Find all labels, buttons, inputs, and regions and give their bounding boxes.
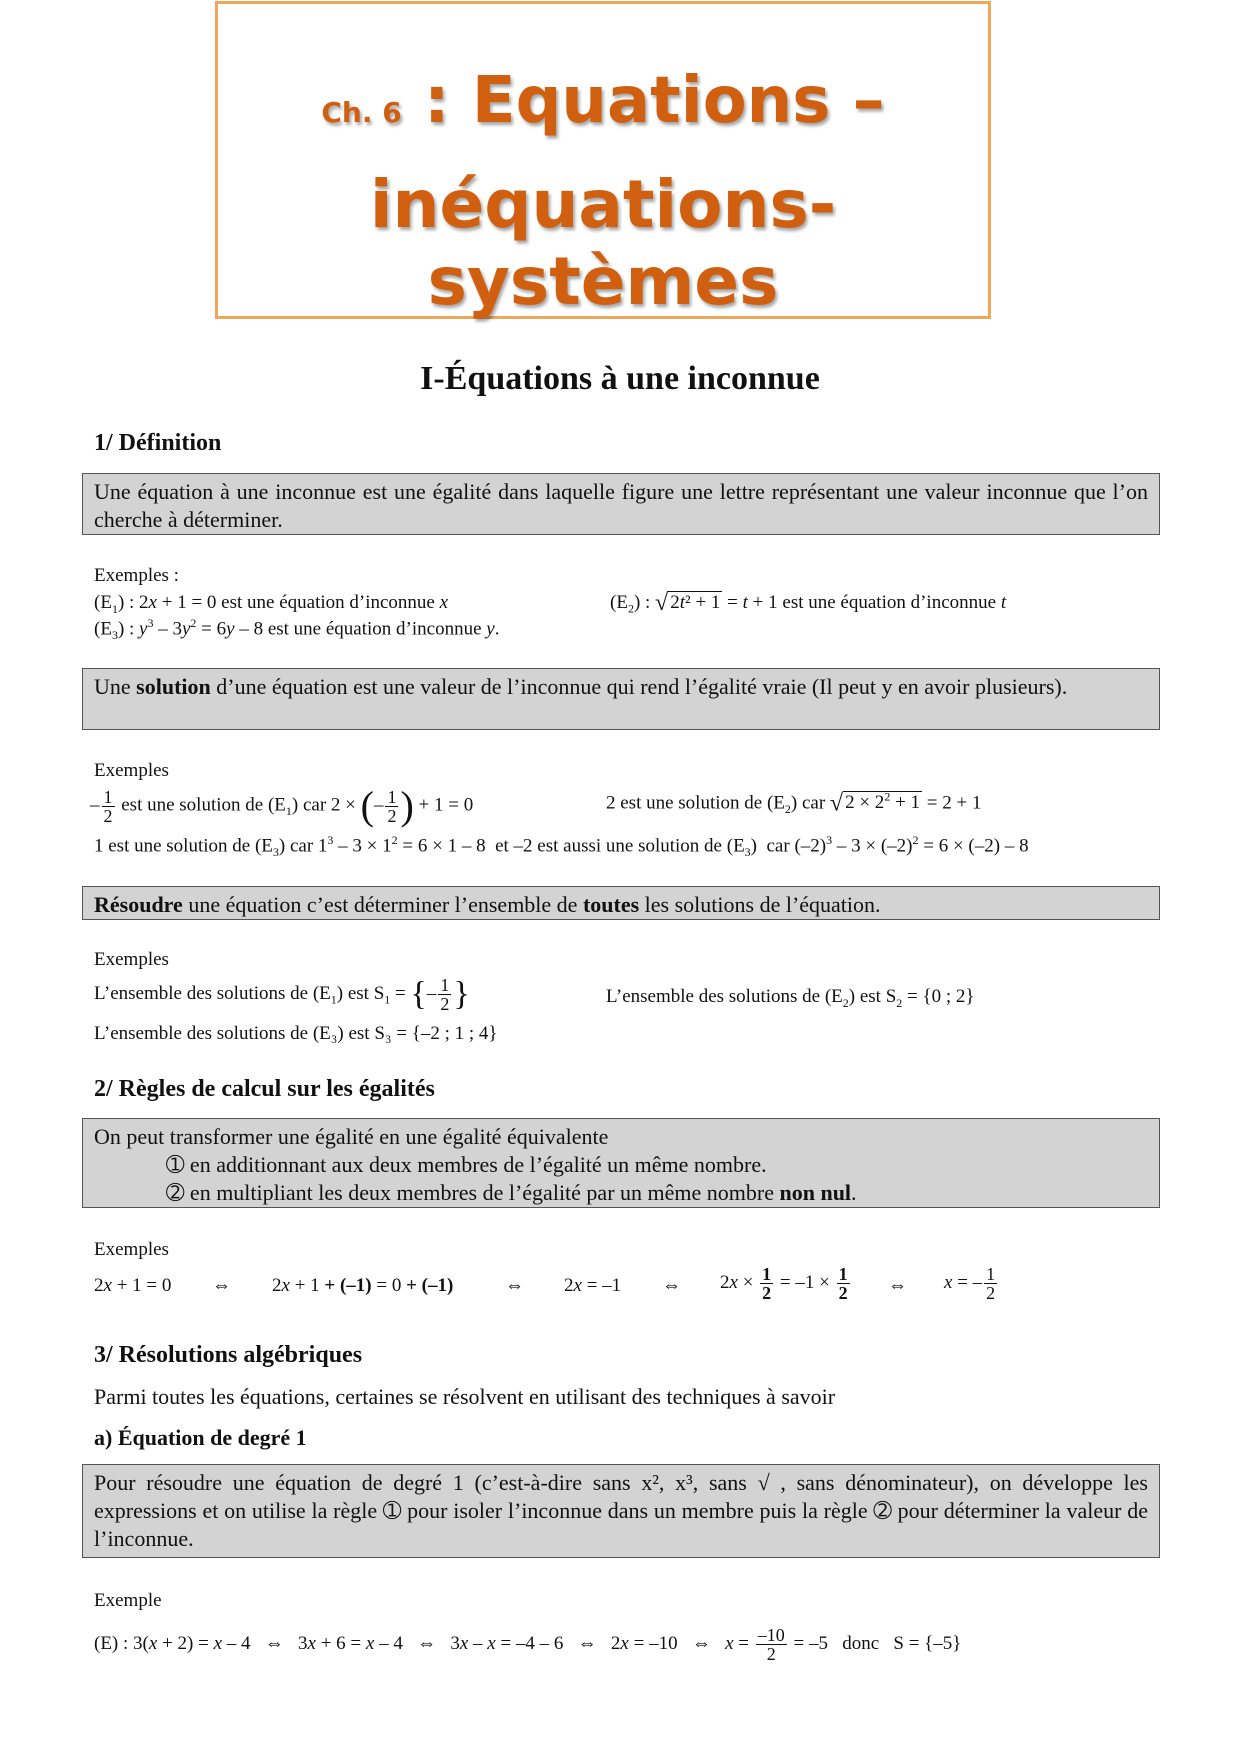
heading-rules: 2/ Règles de calcul sur les égalités	[94, 1076, 435, 1102]
heading-definition: 1/ Définition	[94, 430, 222, 456]
heading-degree1: a) Équation de degré 1	[94, 1425, 307, 1450]
equiv-arrow-3: ⇔	[662, 1275, 681, 1296]
example-label-degree1: Exemple	[94, 1590, 162, 1611]
equiv-arrow-1: ⇔	[212, 1275, 231, 1296]
chapter-number: Ch. 6	[321, 96, 402, 129]
degree1-example: (E) : 3(x + 2) = x – 4 ⇔ 3x + 6 = x – 4 ⇔ 3x – x = –4 – 6 ⇔ 2x = –10 ⇔ x = $\frac{-10}{2}$ = –5 donc S = {–5}	[94, 1625, 962, 1664]
examples-label-1: Exemples :	[94, 565, 179, 586]
equiv-arrow-2: ⇔	[505, 1275, 524, 1296]
rules-line1: On peut transformer une égalité en une égalité équivalente	[94, 1124, 609, 1149]
equiv-arrow-4: ⇔	[888, 1275, 907, 1296]
chapter-title-line2: inéquations-systèmes	[369, 166, 837, 320]
examples-label-2: Exemples	[94, 760, 169, 781]
rules-example-step2: 2x + 1 + (–1) = 0 + (–1)	[272, 1275, 454, 1296]
set-E2: L’ensemble des solutions de $(E_2)$ est $S_2 = \{0$ ; 2}	[606, 986, 975, 1010]
set-E1: L’ensemble des solutions de $(E_1)$ est $S_1$ = {– $\frac{1}{2}$ }	[94, 975, 470, 1014]
example-E2: $(E_2)$ : √ 2t² + 1 = t + 1 est une équation d’inconnue t	[610, 590, 1007, 616]
set-E3: L’ensemble des solutions de (E₃) est S₃ = {–2 ; 1 ; 4}	[94, 1023, 498, 1044]
rules-example-step3: 2x = –1	[564, 1275, 622, 1296]
solution-definition-box: Une solution d’une équation est une valeur de l’inconnue qui rend l’égalité vraie (Il peut y en avoir plusieurs).	[82, 668, 1160, 730]
heading-algebraic: 3/ Résolutions algébriques	[94, 1342, 363, 1368]
solution-example-E3: 1 est une solution de $(E_3)$ car $1^3 - 3 \times 1^2 = 6 \times 1 - 8$ et –2 est aussi une solution de $(E_3)$ car $(-2)^3 - 3 \times (-2)^2 = 6 \times (-2) - 8$	[94, 833, 1029, 860]
example-E3: $(E_3)$ : $y^3 - 3y^2 = 6y - 8$ est une équation d’inconnue y.	[94, 616, 500, 643]
resolve-definition-box: Résoudre une équation c’est déterminer l’ensemble de toutes les solutions de l’équation.	[82, 886, 1160, 920]
solution-example-E2: 2 est une solution de $(E_2)$ car √ $2 \times 2^2 + 1 = 2 + 1$	[606, 790, 982, 817]
rules-example-step1: 2x + 1 = 0	[94, 1275, 172, 1296]
examples-label-4: Exemples	[94, 1239, 169, 1260]
definition-box: Une équation à une inconnue est une égalité dans laquelle figure une lettre représentant une valeur inconnue que l’on cherche à déterminer.	[82, 473, 1160, 535]
chapter-title-line1	[218, 64, 988, 138]
algebraic-intro: Parmi toutes les équations, certaines se résolvent en utilisant des techniques à savoir	[94, 1384, 836, 1409]
rules-example-step4: 2x × $\frac{1}{2}$ = –1 × $\frac{1}{2}$	[720, 1264, 848, 1303]
chapter-title-part1: : Equations –	[401, 64, 885, 138]
examples-label-3: Exemples	[94, 949, 169, 970]
section-title: I-Équations à une inconnue	[420, 360, 820, 397]
rules-line2: ➀ en additionnant aux deux membres de l’égalité un même nombre.	[166, 1152, 767, 1177]
rules-line3: ➁ en multipliant les deux membres de l’égalité par un même nombre non nul.	[166, 1180, 857, 1205]
rules-example-step5: x = – $\frac{1}{2}$	[944, 1264, 996, 1303]
chapter-title-box	[215, 1, 991, 319]
rules-box	[82, 1118, 1160, 1208]
degree1-box: Pour résoudre une équation de degré 1 (c’est-à-dire sans x², x³, sans √ , sans dénominateur), on développe les expressions et on utilise la règle ➀ pour isoler l’inconnue dans un membre puis la règle ➁ pour déterminer la valeur de l’inconnue.	[82, 1464, 1160, 1558]
example-E1: $(E_1)$ : 2x + 1 = 0 est une équation d’inconnue x	[94, 592, 449, 616]
solution-example-E1: – $\frac{1}{2}$ est une solution de $(E_1)$ car 2 × (– $\frac{1}{2}$ ) + 1 = 0	[90, 783, 474, 828]
